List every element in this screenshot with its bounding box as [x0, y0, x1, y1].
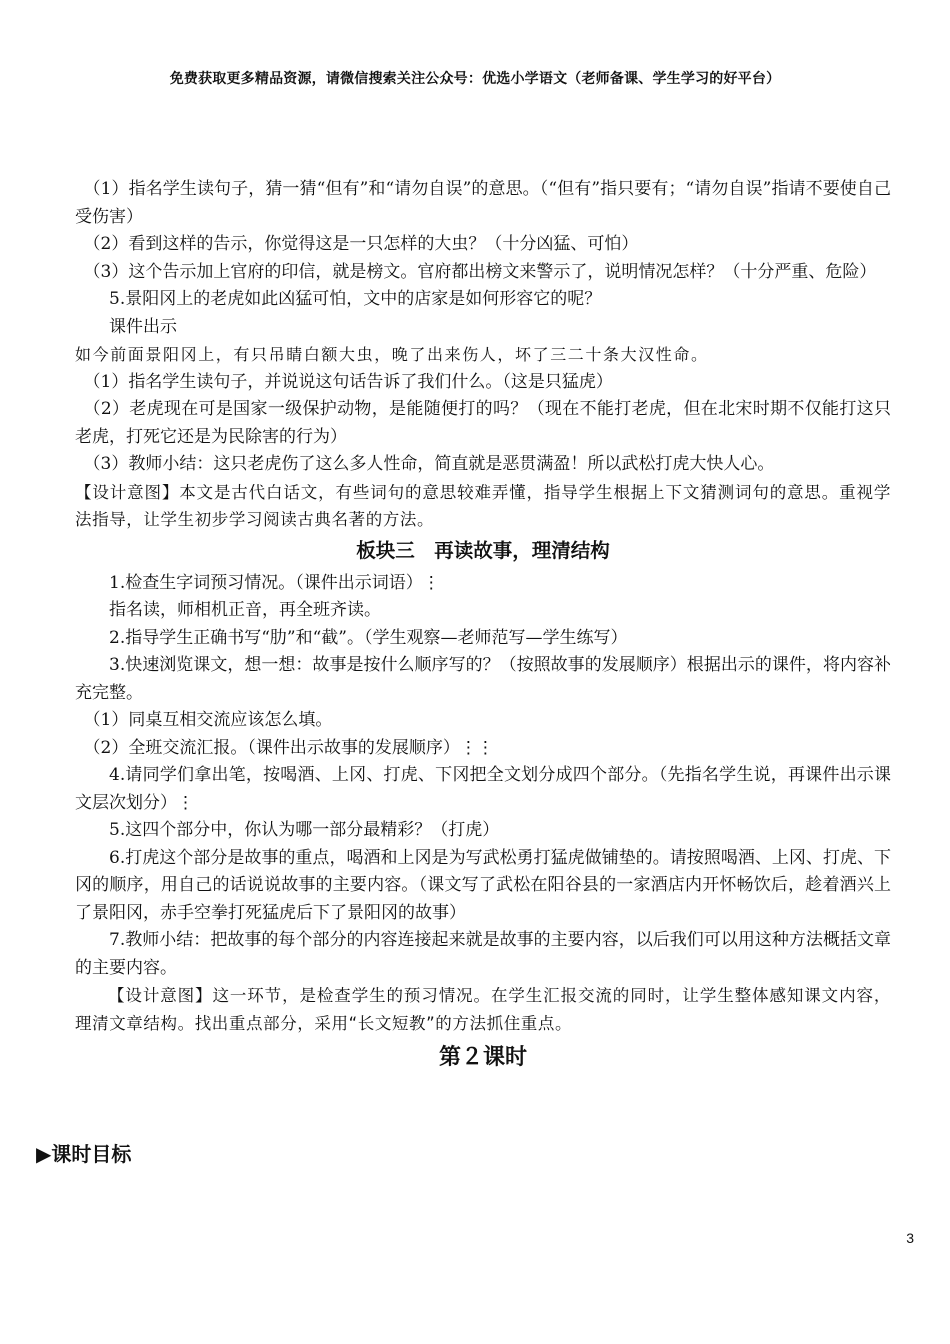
paragraph: （2）全班交流汇报。（课件出示故事的发展顺序）⋮⋮ [83, 737, 494, 758]
paragraph: 7.教师小结：把故事的每个部分的内容连接起来就是故事的主要内容，以后我们可以用这种方法概括文章的主要内容。 [75, 930, 891, 978]
paragraph: （2）老虎现在可是国家一级保护动物，是能随便打的吗？（现在不能打老虎，但在北宋时期不仅能打这只老虎，打死它还是为民除害的行为） [75, 399, 891, 447]
paragraph: （2）看到这样的告示，你觉得这是一只怎样的大虫？（十分凶猛、可怕） [83, 234, 639, 254]
paragraph: 6.打虎这个部分是故事的重点，喝酒和上冈是为写武松勇打猛虎做铺垫的。请按照喝酒、上冈、打虎、下冈的顺序，用自己的话说说故事的主要内容。（课文写了武松在阳谷县的一家酒店内开怀畅饮后，趁着酒兴上了景阳冈，赤手空拳打死猛虎后下了景阳冈的故事） [75, 847, 891, 923]
document-body [75, 176, 891, 1083]
paragraph: （1）同桌互相交流应该怎么填。 [83, 710, 333, 730]
courseware-quote: 如今前面景阳冈上，有只吊睛白额大虫，晚了出来伤人，坏了三二十条大汉性命。 [75, 345, 709, 364]
design-intent-note: 【设计意图】本文是古代白话文，有些词句的意思较难弄懂，指导学生根据上下文猜测词句的意思。重视学法指导，让学生初步学习阅读古典名著的方法。 [75, 482, 891, 529]
lesson-objective-heading: ▶课时目标 [36, 1142, 132, 1166]
paragraph: 指名读，师相机正音，再全班齐读。 [109, 600, 381, 620]
section-title: 板块三 再读故事，理清结构 [356, 538, 610, 562]
paragraph: 5.景阳冈上的老虎如此凶猛可怕，文中的店家是如何形容它的呢？ [109, 289, 602, 309]
paragraph: （1）指名学生读句子，猜一猜“但有”和“请勿自误”的意思。（“但有”指只要有；“请勿自误”指请不要使自己受伤害） [75, 179, 891, 227]
page-number: 3 [906, 1230, 914, 1246]
page-header-banner: 免费获取更多精品资源，请微信搜索关注公众号：优选小学语文（老师备课、学生学习的好平台） [169, 71, 781, 87]
paragraph: 1.检查生字词预习情况。（课件出示词语）⋮ [109, 572, 440, 593]
design-intent-note: 【设计意图】这一环节，是检查学生的预习情况。在学生汇报交流的同时，让学生整体感知课文内容，理清文章结构。找出重点部分，采用“长文短教”的方法抓住重点。 [75, 986, 891, 1033]
paragraph: 3.快速浏览课文，想一想：故事是按什么顺序写的？（按照故事的发展顺序）根据出示的课件，将内容补充完整。 [75, 655, 891, 703]
paragraph: （1）指名学生读句子，并说说这句话告诉了我们什么。（这是只猛虎） [83, 371, 613, 392]
paragraph: 课件出示 [109, 316, 177, 337]
paragraph: 2.指导学生正确书写“肋”和“截”。（学生观察—老师范写—学生练写） [109, 627, 628, 648]
paragraph: （3）教师小结：这只老虎伤了这么多人性命，简直就是恶贯满盈！所以武松打虎大快人心。 [83, 454, 775, 474]
paragraph: 5.这四个部分中，你认为哪一部分最精彩？（打虎） [109, 820, 500, 840]
lesson-title: 第２课时 [438, 1045, 527, 1070]
paragraph: （3）这个告示加上官府的印信，就是榜文。官府都出榜文来警示了，说明情况怎样？（十分严重、危险） [83, 261, 877, 282]
paragraph: 4.请同学们拿出笔，按喝酒、上冈、打虎、下冈把全文划分成四个部分。（先指名学生说，再课件出示课文层次划分）⋮ [75, 765, 891, 813]
